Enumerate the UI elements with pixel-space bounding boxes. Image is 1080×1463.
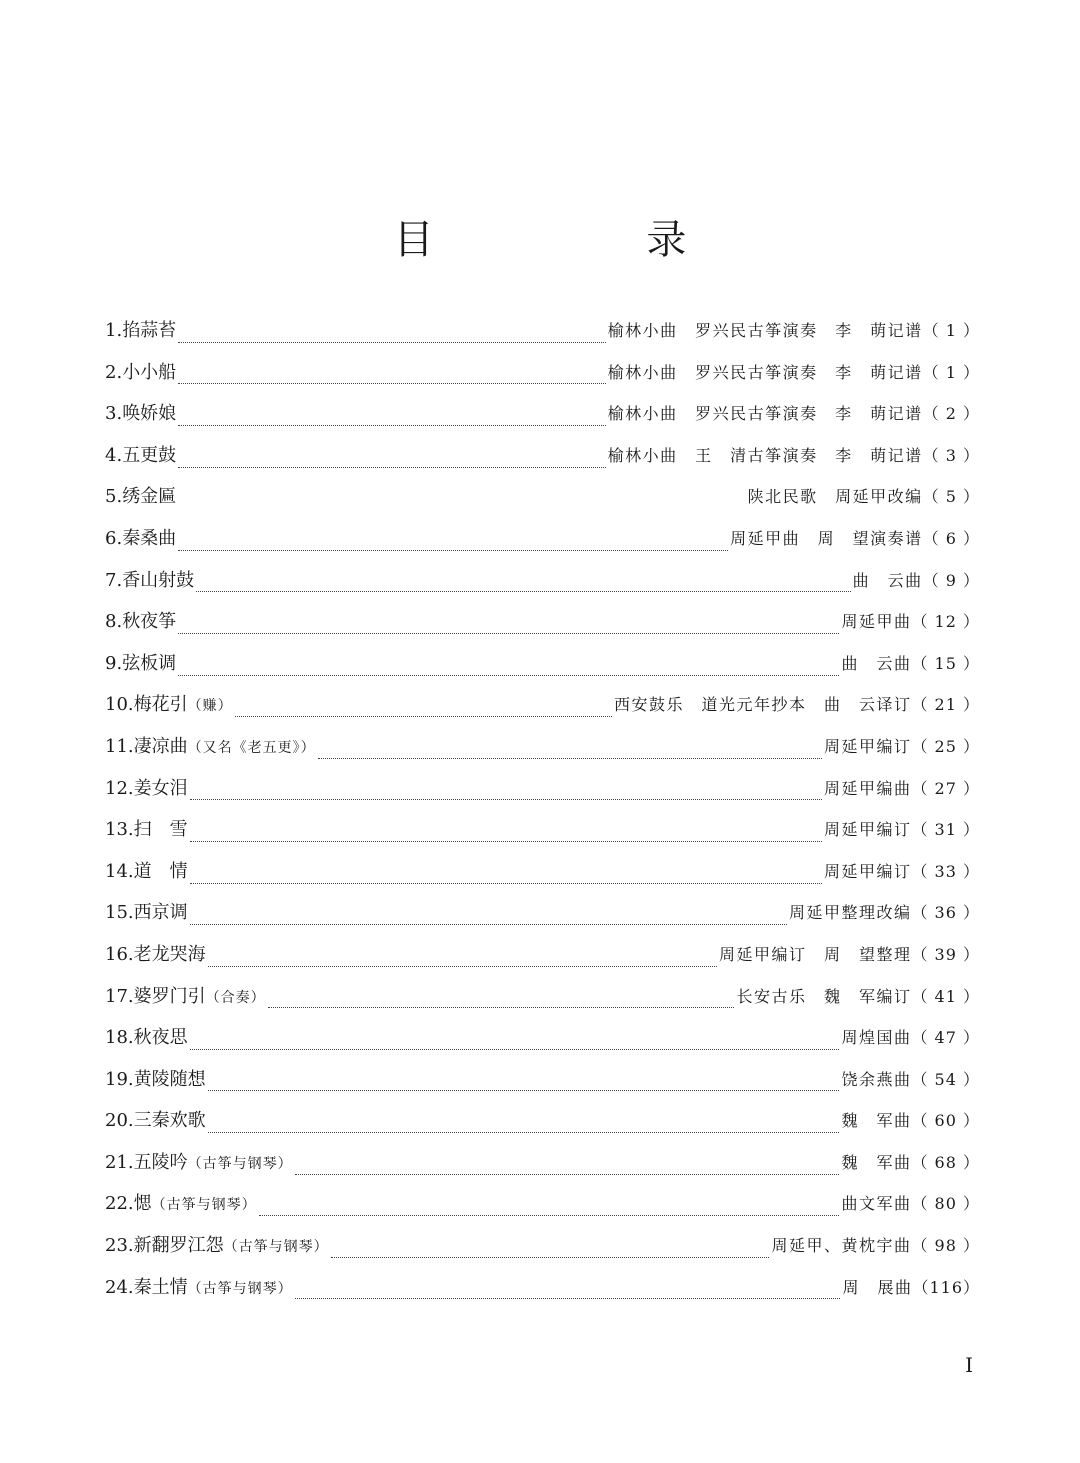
dot-leader: [318, 757, 822, 759]
entry-page: （ 98 ）: [911, 1236, 980, 1256]
dot-leader: [208, 965, 717, 967]
toc-entry: [105, 732, 980, 774]
dot-leader: [331, 1256, 770, 1258]
entry-note: （赚）: [187, 698, 233, 715]
entry-page: （ 5 ）: [922, 487, 980, 507]
entry-page: （ 1 ）: [922, 321, 980, 340]
entry-credit: 周延甲曲 周 望演奏谱: [730, 528, 923, 548]
entry-credit: 周延甲整理改编: [788, 903, 912, 923]
entry-note: （又名《老五更》）: [187, 739, 316, 756]
entry-number: 21.: [105, 1151, 134, 1173]
dot-leader: [190, 1048, 840, 1050]
toc-entry: [105, 566, 980, 608]
dot-leader: [295, 1297, 841, 1299]
entry-credit: 周延甲编曲: [823, 778, 912, 798]
entry-number: 19.: [105, 1068, 134, 1090]
entry-title: 姜女泪: [133, 777, 188, 799]
entry-title: 五陵吟: [133, 1151, 188, 1173]
entry-title: 掐蒜苔: [122, 320, 177, 341]
entry-credit: 周延甲曲: [841, 612, 912, 632]
entry-title: 秋夜筝: [122, 611, 177, 633]
entry-page: （ 54 ）: [911, 1069, 980, 1089]
entry-page: （ 3 ）: [922, 445, 980, 465]
dot-leader: [178, 424, 605, 426]
entry-number: 6.: [105, 527, 123, 549]
toc-entry: [105, 774, 980, 816]
toc-entry: [105, 982, 980, 1024]
entry-note: （古筝与钢琴）: [187, 1280, 293, 1297]
dot-leader: [190, 923, 787, 925]
entry-page: （ 41 ）: [911, 986, 980, 1006]
entry-page: （ 39 ）: [911, 944, 980, 964]
entry-page: （ 25 ）: [911, 736, 980, 756]
table-of-contents: [105, 316, 980, 1314]
entry-number: 10.: [105, 694, 134, 716]
entry-page: （ 33 ）: [911, 861, 980, 881]
entry-credit: 榆林小曲 罗兴民古筝演奏 李 萌记谱: [607, 321, 923, 340]
entry-title: 愢: [133, 1193, 152, 1215]
entry-credit: 周 展曲: [842, 1277, 913, 1297]
entry-number: 7.: [105, 569, 123, 591]
toc-entry: [105, 857, 980, 899]
entry-page: （ 31 ）: [911, 820, 980, 840]
dot-leader: [208, 1089, 840, 1091]
entry-credit: 魏 军曲: [841, 1152, 912, 1172]
toc-entry: [105, 690, 980, 732]
entry-number: 4.: [105, 444, 123, 466]
dot-leader: [268, 1006, 735, 1008]
dot-leader: [190, 882, 822, 884]
entry-title: 秋夜思: [133, 1027, 188, 1049]
entry-credit: 曲文军曲: [841, 1194, 912, 1214]
toc-entry: [105, 607, 980, 649]
dot-leader: [196, 590, 850, 592]
entry-credit: 榆林小曲 王 清古筝演奏 李 萌记谱: [607, 445, 923, 465]
toc-entry: [105, 1231, 980, 1273]
dot-leader: [259, 1214, 840, 1216]
entry-title: 小小船: [122, 361, 177, 383]
toc-entry: [105, 940, 980, 982]
entry-credit: 榆林小曲 罗兴民古筝演奏 李 萌记谱: [607, 362, 923, 382]
entry-page: （ 12 ）: [911, 612, 980, 632]
entry-credit: 周延甲编订 周 望整理: [718, 944, 912, 964]
toc-entry: [105, 1065, 980, 1107]
dot-leader: [178, 341, 605, 343]
entry-number: 5.: [105, 486, 123, 508]
entry-title: 秦土情: [133, 1276, 188, 1298]
entry-credit: 周煌国曲: [841, 1028, 912, 1048]
entry-title: 新翻罗江怨: [133, 1235, 224, 1257]
toc-entry: [105, 649, 980, 691]
toc-entry: [105, 399, 980, 441]
entry-number: 20.: [105, 1110, 134, 1132]
entry-title: 黄陵随想: [133, 1068, 206, 1090]
entry-credit: 陕北民歌 周延甲改编: [747, 487, 923, 507]
entry-title: 弦板调: [122, 652, 177, 674]
entry-number: 12.: [105, 777, 134, 799]
entry-number: 3.: [105, 403, 123, 425]
entry-page: （ 21 ）: [911, 695, 980, 715]
entry-credit: 魏 军曲: [841, 1111, 912, 1131]
toc-entry: [105, 1023, 980, 1065]
entry-credit: 周延甲编订: [823, 820, 912, 840]
dot-leader: [178, 632, 839, 634]
entry-number: 14.: [105, 860, 134, 882]
dot-leader: [190, 840, 822, 842]
entry-title: 绣金匾: [122, 486, 177, 508]
entry-number: 24.: [105, 1276, 134, 1298]
entry-number: 11.: [105, 735, 134, 757]
entry-title: 婆罗门引: [133, 985, 206, 1007]
entry-page: （ 47 ）: [911, 1028, 980, 1048]
entry-number: 22.: [105, 1193, 134, 1215]
entry-credit: 长安古乐 魏 军编订: [736, 986, 912, 1006]
dot-leader: [208, 1131, 840, 1133]
entry-page: （ 36 ）: [911, 903, 980, 923]
entry-title: 梅花引: [133, 694, 188, 716]
entry-credit: 周延甲编订: [823, 736, 912, 756]
entry-number: 15.: [105, 902, 134, 924]
entry-credit: 西安鼓乐 道光元年抄本 曲 云译订: [613, 695, 912, 715]
toc-entry: [105, 1189, 980, 1231]
entry-page: （ 1 ）: [922, 362, 980, 382]
toc-entry: [105, 898, 980, 940]
entry-number: 2.: [105, 361, 123, 383]
dot-leader: [178, 466, 605, 468]
entry-number: 16.: [105, 943, 134, 965]
toc-entry: [105, 316, 980, 358]
toc-entry: [105, 358, 980, 400]
entry-credit: 曲 云曲: [852, 570, 923, 590]
toc-entry: [105, 1106, 980, 1148]
entry-number: 1.: [105, 320, 123, 341]
entry-page: （ 80 ）: [911, 1194, 980, 1214]
entry-number: 9.: [105, 652, 123, 674]
toc-entry: [105, 482, 980, 524]
entry-page: （ 15 ）: [911, 653, 980, 673]
entry-page: （ 6 ）: [922, 528, 980, 548]
entry-title: 三秦欢歌: [133, 1110, 206, 1132]
entry-number: 17.: [105, 985, 134, 1007]
dot-leader: [178, 382, 605, 384]
toc-heading: 目 录: [393, 217, 787, 263]
toc-entry: [105, 1148, 980, 1190]
entry-note: （古筝与钢琴）: [223, 1239, 329, 1256]
dot-leader: [178, 549, 728, 551]
entry-number: 23.: [105, 1235, 134, 1257]
entry-title: 扫 雪: [133, 819, 188, 841]
entry-number: 18.: [105, 1027, 134, 1049]
entry-title: 唤娇娘: [122, 403, 177, 425]
dot-leader: [295, 1173, 840, 1175]
entry-page: （116）: [912, 1277, 980, 1297]
toc-entry: [105, 524, 980, 566]
entry-credit: 饶余燕曲: [841, 1069, 912, 1089]
entry-title: 西京调: [133, 902, 188, 924]
entry-title: 五更鼓: [122, 444, 177, 466]
dot-leader: [178, 674, 839, 676]
dot-leader: [190, 798, 822, 800]
entry-page: （ 60 ）: [911, 1111, 980, 1131]
entry-number: 8.: [105, 611, 123, 633]
entry-credit: 周延甲编订: [823, 861, 912, 881]
entry-number: 13.: [105, 819, 134, 841]
entry-title: 老龙哭海: [133, 943, 206, 965]
entry-note: （古筝与钢琴）: [151, 1197, 257, 1214]
page-folio: Ⅰ: [965, 1353, 973, 1377]
entry-page: （ 2 ）: [922, 404, 980, 424]
entry-page: （ 68 ）: [911, 1152, 980, 1172]
entry-note: （古筝与钢琴）: [187, 1155, 293, 1172]
entry-credit: 周延甲、黄枕宇曲: [771, 1236, 912, 1256]
entry-note: （合奏）: [205, 989, 266, 1006]
toc-entry: [105, 815, 980, 857]
toc-entry: [105, 1273, 980, 1315]
entry-credit: 曲 云曲: [841, 653, 912, 673]
entry-page: （ 27 ）: [911, 778, 980, 798]
toc-entry: [105, 441, 980, 483]
entry-title: 秦桑曲: [122, 527, 177, 549]
entry-title: 凄凉曲: [133, 735, 188, 757]
entry-title: 道 情: [133, 860, 188, 882]
entry-title: 香山射鼓: [122, 569, 195, 591]
entry-credit: 榆林小曲 罗兴民古筝演奏 李 萌记谱: [607, 404, 923, 424]
entry-page: （ 9 ）: [922, 570, 980, 590]
dot-leader: [235, 715, 612, 717]
